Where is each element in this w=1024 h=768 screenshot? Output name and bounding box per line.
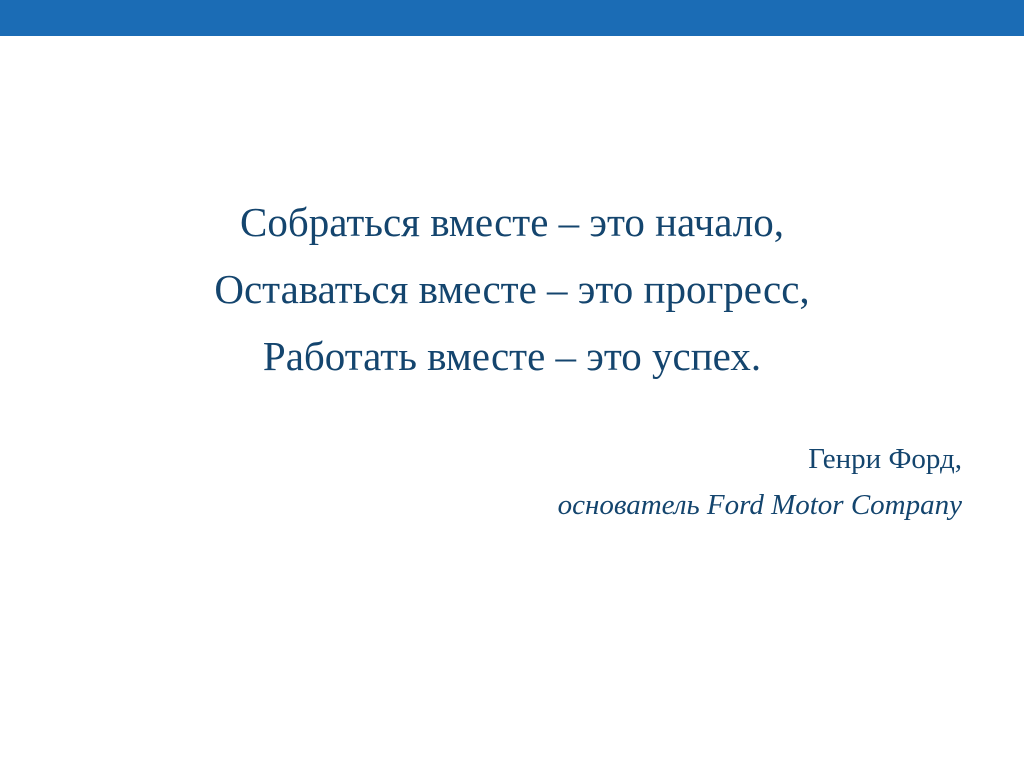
quote-line-1: Собраться вместе – это начало, (239, 199, 784, 245)
slide-top-accent-bar (0, 0, 1024, 36)
quote-line-3: Работать вместе – это успех. (262, 333, 762, 379)
attribution-block (62, 436, 962, 528)
quote-line-2: Оставаться вместе – это прогресс, (214, 266, 810, 312)
attribution-author: Генри Форд, (808, 443, 962, 475)
slide-content (0, 36, 1024, 768)
quote-block (62, 189, 962, 390)
attribution-role: основатель Ford Motor Company (557, 489, 962, 521)
